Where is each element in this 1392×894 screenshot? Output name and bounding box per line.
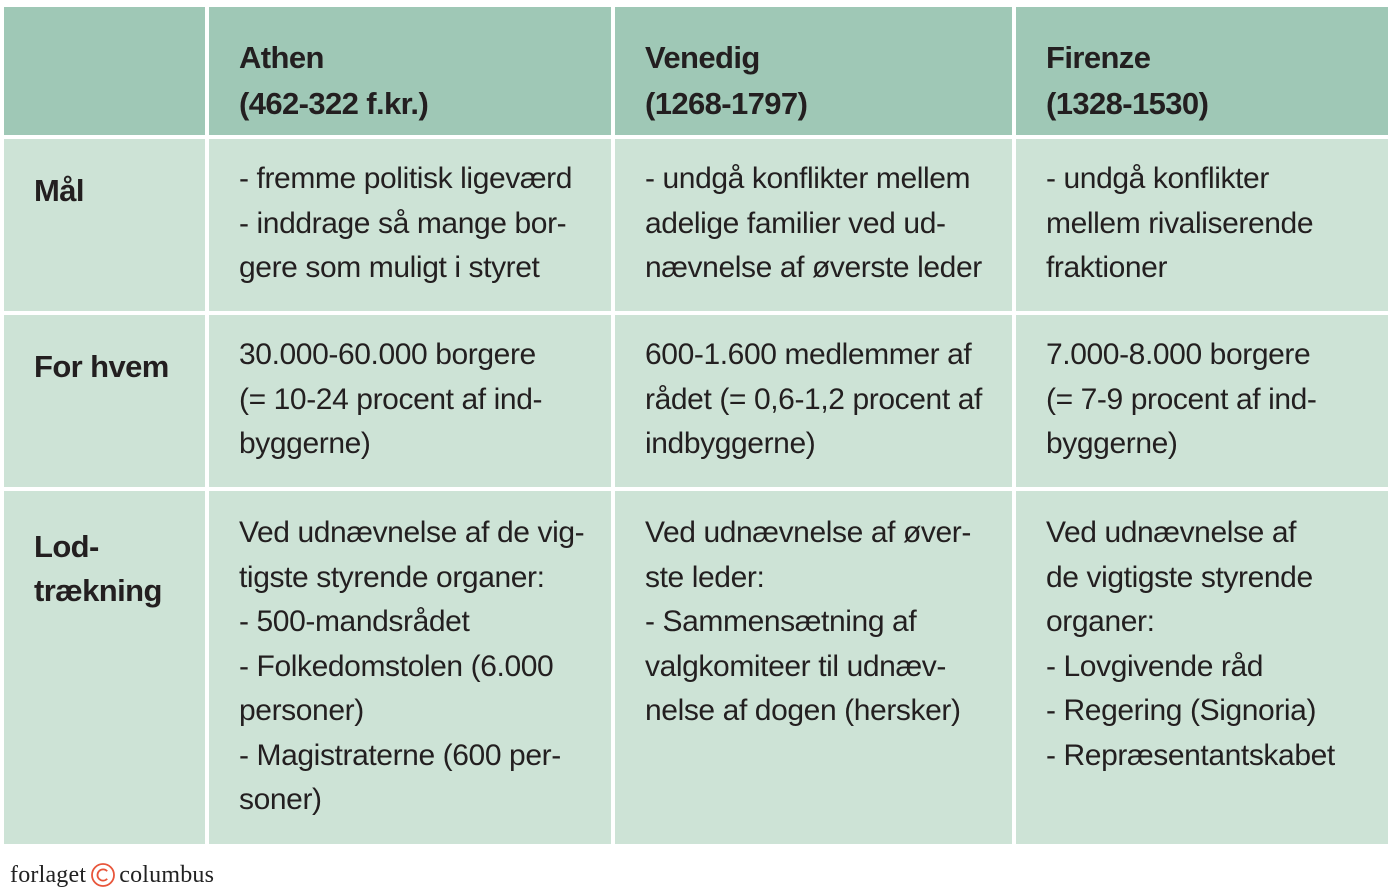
cell-for-hvem-athen <box>209 315 611 487</box>
comparison-table <box>4 7 1388 844</box>
circle-c-logo-icon <box>90 862 116 888</box>
header-cell-empty <box>4 7 205 135</box>
cell-line: rådet (= 0,6-1,2 procent af <box>645 382 982 416</box>
cell-line: - undgå konflikter <box>1046 162 1269 195</box>
row-label-line: Mål <box>34 173 84 208</box>
publisher-logo <box>10 857 214 893</box>
cell-line: adelige familier ved ud- <box>645 206 946 240</box>
logo-text-columbus: columbus <box>119 861 215 888</box>
header-line: Athen <box>239 40 324 75</box>
cell-lodtraekning-firenze <box>1016 491 1388 844</box>
row-label-for-hvem <box>4 315 205 487</box>
cell-line: - inddrage så mange bor- <box>239 206 567 240</box>
row-label-lodtraekning <box>4 491 205 844</box>
cell-line: - Lovgivende råd <box>1046 649 1264 683</box>
cell-line: - 500-mandsrådet <box>239 605 470 638</box>
cell-maal-athen <box>209 139 611 311</box>
header-line: (1268-1797) <box>645 86 808 121</box>
cell-line: organer: <box>1046 605 1155 638</box>
row-label-line: For hvem <box>34 349 169 384</box>
cell-line: 600-1.600 medlemmer af <box>645 338 972 371</box>
cell-line: - undgå konflikter mellem <box>645 162 971 195</box>
cell-line: byggerne) <box>1046 427 1178 460</box>
cell-line: - fremme politisk ligeværd <box>239 162 573 195</box>
cell-line: Ved udnævnelse af øver- <box>645 516 971 549</box>
cell-line: Ved udnævnelse af de vig- <box>239 516 585 549</box>
cell-line: ste leder: <box>645 560 765 594</box>
cell-line: (= 10-24 procent af ind- <box>239 382 543 416</box>
cell-line: - Folkedomstolen (6.000 <box>239 649 554 683</box>
header-line: Venedig <box>645 40 760 75</box>
row-label-line: trækning <box>34 573 162 608</box>
cell-maal-venedig <box>615 139 1012 311</box>
cell-line: de vigtigste styrende <box>1046 560 1313 594</box>
cell-line: (= 7-9 procent af ind- <box>1046 382 1317 416</box>
row-label-line: Lod- <box>34 529 99 564</box>
cell-line: byggerne) <box>239 427 371 460</box>
logo-text-forlaget: forlaget <box>10 861 87 888</box>
cell-line: valgkomiteer til udnæv- <box>645 649 946 683</box>
cell-for-hvem-firenze <box>1016 315 1388 487</box>
cell-line: 30.000-60.000 borgere <box>239 338 536 371</box>
header-cell-venedig <box>615 7 1012 135</box>
cell-line: soner) <box>239 783 322 816</box>
cell-lodtraekning-athen <box>209 491 611 844</box>
cell-line: fraktioner <box>1046 251 1168 284</box>
cell-line: Ved udnævnelse af <box>1046 516 1297 549</box>
cell-line: tigste styrende organer: <box>239 560 545 594</box>
cell-line: - Regering (Signoria) <box>1046 694 1317 727</box>
row-label-maal <box>4 139 205 311</box>
header-cell-athen <box>209 7 611 135</box>
header-line: (1328-1530) <box>1046 86 1209 121</box>
header-line: Firenze <box>1046 40 1151 75</box>
cell-line: personer) <box>239 694 364 727</box>
cell-line: nævnelse af øverste leder <box>645 251 982 284</box>
cell-line: mellem rivaliserende <box>1046 206 1314 240</box>
cell-line: - Magistraterne (600 per- <box>239 738 561 772</box>
header-cell-firenze <box>1016 7 1388 135</box>
cell-line: indbyggerne) <box>645 427 816 460</box>
cell-line: 7.000-8.000 borgere <box>1046 338 1311 371</box>
cell-maal-firenze <box>1016 139 1388 311</box>
cell-line: - Repræsentantskabet <box>1046 738 1335 772</box>
cell-lodtraekning-venedig <box>615 491 1012 844</box>
cell-line: - Sammensætning af <box>645 605 917 638</box>
header-line: (462-322 f.kr.) <box>239 86 429 121</box>
cell-for-hvem-venedig <box>615 315 1012 487</box>
cell-line: nelse af dogen (hersker) <box>645 694 961 727</box>
cell-line: gere som muligt i styret <box>239 251 540 284</box>
